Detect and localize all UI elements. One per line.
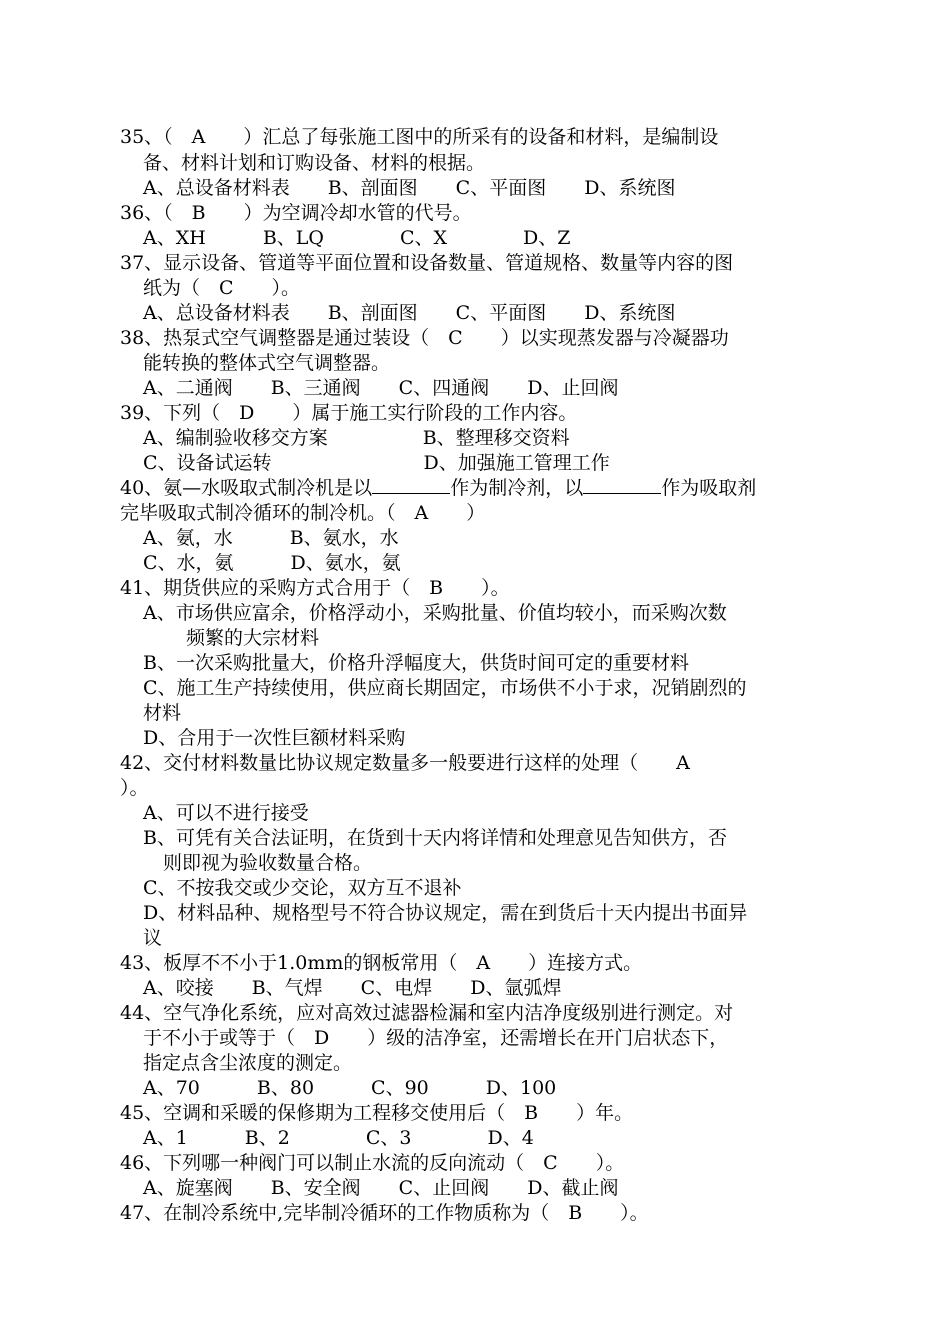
q42-option-b-line-2: 则即视为验收数量合格。 xyxy=(163,852,373,874)
q40-options-line-1: A、氨，水 B、氨水，水 xyxy=(143,527,399,549)
q42-option-c: C、不按我交或少交论，双方互不退补 xyxy=(143,877,462,899)
q45-stem: 45、空调和采暖的保修期为工程移交使用后（ B ）年。 xyxy=(120,1102,634,1124)
q37-stem-line-2: 纸为（ C ）。 xyxy=(143,277,301,299)
q38-stem-line-2: 能转换的整体式空气调整器。 xyxy=(143,352,391,374)
q41-option-a-line-1: A、市场供应富余，价格浮动小，采购批量、价值均较小，而采购次数 xyxy=(143,602,727,624)
q40-stem-line-2: 完毕吸取式制冷循环的制冷机。（ A ） xyxy=(120,502,486,524)
q40-stem-part-2: 作为制冷剂，以 xyxy=(450,477,584,499)
q42-stem-line-1: 42、交付材料数量比协议规定数量多一般要进行这样的处理（ A xyxy=(120,752,690,774)
q47-stem: 47、在制冷系统中,完毕制冷循环的工作物质称为（ B ）。 xyxy=(120,1202,649,1224)
q38-stem-line-1: 38、热泵式空气调整器是通过装设（ C ）以实现蒸发器与冷凝器功 xyxy=(120,327,729,349)
q42-stem-line-2: ）。 xyxy=(120,777,149,799)
q42-option-d-line-1: D、材料品种、规格型号不符合协议规定，需在到货后十天内提出书面异 xyxy=(143,902,748,924)
q39-options-line-2: C、设备试运转 D、加强施工管理工作 xyxy=(143,452,610,474)
q40-blank-2 xyxy=(583,475,661,494)
q35-stem-line-2: 备、材料计划和订购设备、材料的根据。 xyxy=(143,152,486,174)
q41-option-b: B、一次采购批量大，价格升浮幅度大，供货时间可定的重要材料 xyxy=(143,652,689,674)
q41-stem: 41、期货供应的采购方式合用于（ B ）。 xyxy=(120,577,510,599)
q42-option-d-line-2: 议 xyxy=(143,927,163,949)
q43-stem: 43、板厚不不小于1.0mm的钢板常用（ A ）连接方式。 xyxy=(120,952,643,974)
q44-stem-line-3: 指定点含尘浓度的测定。 xyxy=(143,1052,353,1074)
q38-options: A、二通阀 B、三通阀 C、四通阀 D、止回阀 xyxy=(143,377,619,399)
q41-option-d: D、合用于一次性巨额材料采购 xyxy=(143,727,406,749)
q36-options: A、XH B、LQ C、X D、Z xyxy=(143,227,571,249)
q46-options: A、旋塞阀 B、安全阀 C、止回阀 D、截止阀 xyxy=(143,1177,619,1199)
q35-options: A、总设备材料表 B、剖面图 C、平面图 D、系统图 xyxy=(143,177,676,199)
q35-stem-line-1: 35、（ A ）汇总了每张施工图中的所采有的设备和材料，是编制设 xyxy=(120,126,719,148)
q46-stem: 46、下列哪一种阀门可以制止水流的反向流动（ C ）。 xyxy=(120,1152,625,1174)
q42-option-a: A、可以不进行接受 xyxy=(143,802,309,824)
q40-options-line-2: C、水，氨 D、氨水，氨 xyxy=(143,552,401,574)
q41-option-c-line-2: 材料 xyxy=(143,702,182,724)
q44-stem-line-1: 44、空气净化系统，应对高效过滤器检漏和室内洁净度级别进行测定。对 xyxy=(120,1002,734,1024)
q39-stem: 39、下列（ D ）属于施工实行阶段的工作内容。 xyxy=(120,402,578,424)
q40-blank-1 xyxy=(372,475,450,494)
q41-option-c-line-1: C、施工生产持续使用，供应商长期固定，市场供不小于求，况销剧烈的 xyxy=(143,677,747,699)
q36-stem: 36、（ B ）为空调冷却水管的代号。 xyxy=(120,202,472,224)
q39-options-line-1: A、编制验收移交方案 B、整理移交资料 xyxy=(143,427,570,449)
q41-option-a-line-2: 频繁的大宗材料 xyxy=(186,627,320,649)
q40-stem-line-1 xyxy=(120,475,756,501)
q44-options: A、70 B、80 C、90 D、100 xyxy=(143,1077,557,1099)
q40-stem-part-1: 40、氨—水吸取式制冷机是以 xyxy=(120,477,373,499)
q44-stem-line-2: 于不小于或等于（ D ）级的洁净室，还需增长在开门启状态下， xyxy=(143,1027,729,1049)
q40-stem-part-3: 作为吸取剂 xyxy=(661,477,757,499)
q42-option-b-line-1: B、可凭有关合法证明，在货到十天内将详情和处理意见告知供方，否 xyxy=(143,827,727,849)
q37-options: A、总设备材料表 B、剖面图 C、平面图 D、系统图 xyxy=(143,302,676,324)
q37-stem-line-1: 37、显示设备、管道等平面位置和设备数量、管道规格、数量等内容的图 xyxy=(120,252,734,274)
q45-options: A、1 B、2 C、3 D、4 xyxy=(143,1127,534,1149)
q43-options: A、咬接 B、气焊 C、电焊 D、氩弧焊 xyxy=(143,977,562,999)
